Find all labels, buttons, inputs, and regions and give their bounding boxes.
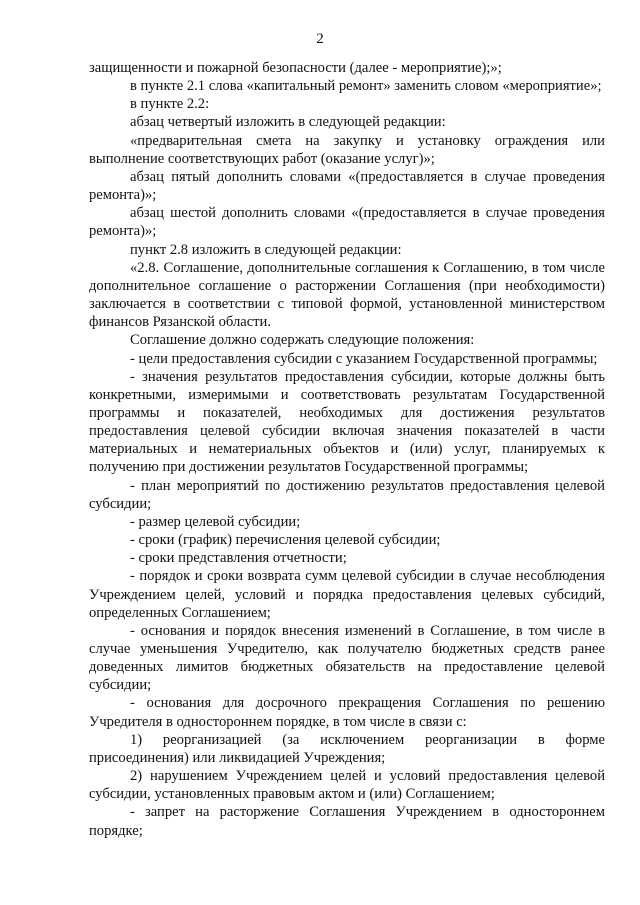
paragraph-10: Соглашение должно содержать следующие положения: bbox=[130, 332, 475, 349]
paragraph-6: абзац пятый дополнить словами «(предоставляется в случае проведения ремонта)»; bbox=[89, 168, 605, 204]
paragraph-16: - сроки представления отчетности; bbox=[130, 550, 347, 567]
page-number: 2 bbox=[316, 31, 324, 47]
paragraph-2: в пункте 2.1 слова «капитальный ремонт» заменить словом «мероприятие»; bbox=[130, 78, 602, 95]
paragraph-18: - основания и порядок внесения изменений в Соглашение, в том числе в случае уменьшения Учредителю, как получателю бюджетных средств ранее доведенных лимитов бюджетных обязательств на предоставление целевой субсидии; bbox=[89, 622, 605, 694]
paragraph-5: «предварительная смета на закупку и установку ограждения или выполнение соответствующих работ (оказание услуг)»; bbox=[89, 132, 605, 167]
paragraph-20: 1) реорганизацией (за исключением реорганизации в форме присоединения) или ликвидацией Учреждения; bbox=[89, 731, 605, 766]
paragraph-21: 2) нарушением Учреждением целей и условий предоставления целевой субсидии, установленных правовым актом и (или) Соглашением; bbox=[89, 768, 605, 803]
paragraph-15: - сроки (график) перечисления целевой субсидии; bbox=[130, 532, 441, 549]
document-body bbox=[89, 59, 605, 840]
paragraph-13: - план мероприятий по достижению результатов предоставления целевой субсидии; bbox=[89, 477, 605, 512]
paragraph-14: - размер целевой субсидии; bbox=[130, 513, 301, 530]
paragraph-4: абзац четвертый изложить в следующей редакции: bbox=[130, 114, 446, 131]
paragraph-17: - порядок и сроки возврата сумм целевой субсидии в случае несоблюдения Учреждением целей, условий и порядка предоставления целевых субсидий, определенных Соглашением; bbox=[89, 568, 605, 621]
paragraph-8: пункт 2.8 изложить в следующей редакции: bbox=[130, 241, 402, 258]
paragraph-19: - основания для досрочного прекращения Соглашения по решению Учредителя в одностороннем порядке, в том числе в связи с: bbox=[89, 695, 605, 730]
paragraph-22: - запрет на расторжение Соглашения Учреждением в одностороннем порядке; bbox=[89, 804, 605, 839]
paragraph-1: защищенности и пожарной безопасности (далее - мероприятие);»; bbox=[89, 60, 502, 76]
paragraph-11: - цели предоставления субсидии с указанием Государственной программы; bbox=[130, 350, 598, 367]
paragraph-3: в пункте 2.2: bbox=[130, 96, 210, 113]
paragraph-12: - значения результатов предоставления субсидии, которые должны быть конкретными, измеримыми и соответствовать результатам Государственной программы и показателей, необходимых для достижения результатов предоставления целевой субсидии включая значения показателей в части материальных и нематериальных объектов и (или) услуг, планируемых к получению при достижении результатов Государственной программы; bbox=[89, 368, 605, 476]
paragraph-7: абзац шестой дополнить словами «(предоставляется в случае проведения ремонта)»; bbox=[89, 205, 605, 240]
paragraph-9: «2.8. Соглашение, дополнительные соглашения к Соглашению, в том числе дополнительное соглашение о расторжении Соглашения (при необходимости) заключается в соответствии с типовой формой, установленной министерством финансов Рязанской области. bbox=[89, 259, 605, 331]
